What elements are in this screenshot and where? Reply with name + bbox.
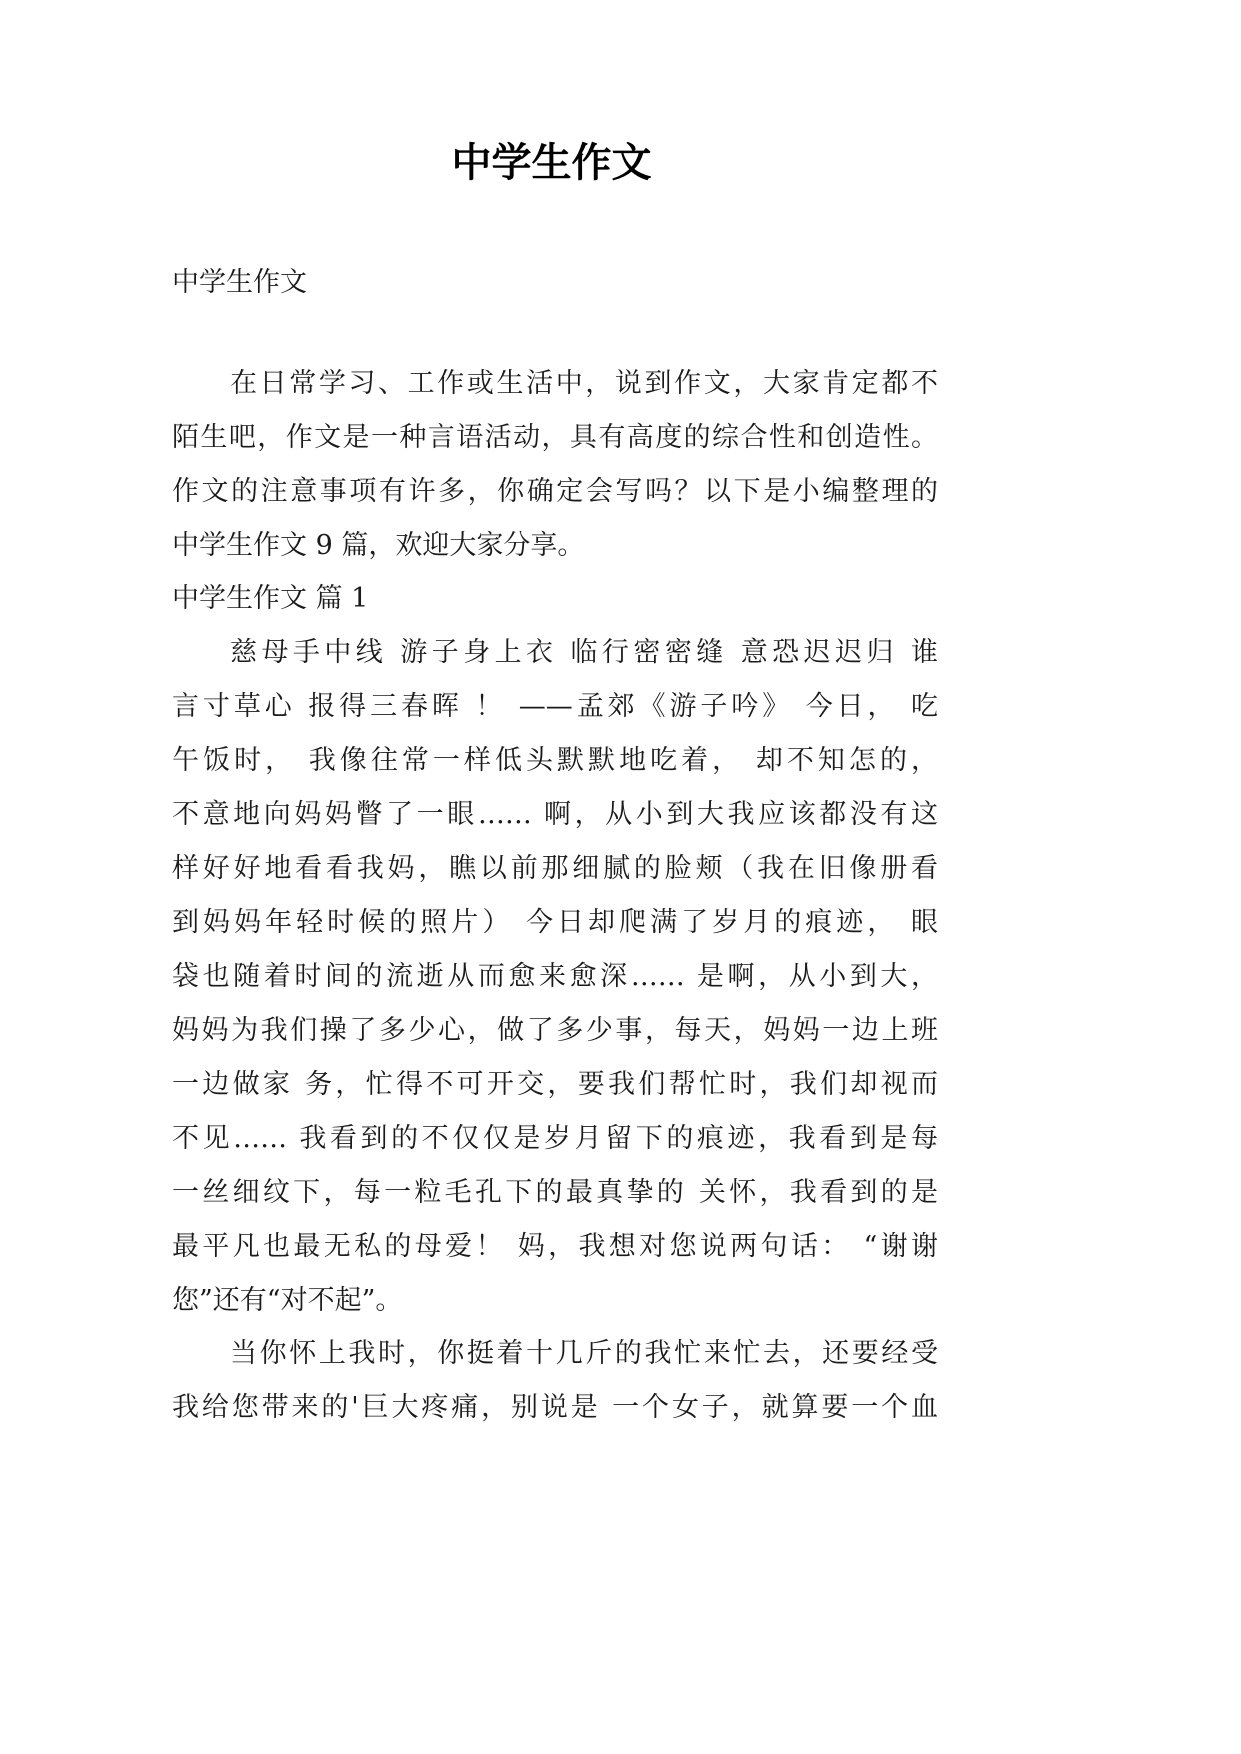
text-line: 不意地向妈妈瞥了一眼…… 啊，从小到大我应该都没有这: [172, 799, 938, 830]
paragraph-1: [172, 626, 938, 1328]
text-line: 一丝细纹下，每一粒毛孔下的最真挚的 关怀，我看到的是: [172, 1177, 938, 1208]
text-line: 到妈妈年轻时候的照片） 今日却爬满了岁月的痕迹， 眼: [172, 907, 938, 938]
paragraph-2: [172, 1327, 938, 1435]
text-line: 妈妈为我们操了多少心，做了多少事，每天，妈妈一边上班: [172, 1015, 938, 1046]
text-line: 最平凡也最无私的母爱！ 妈，我想对您说两句话： “谢谢: [172, 1231, 938, 1262]
section-heading-block: [172, 572, 938, 626]
text-line: 一边做家 务，忙得不可开交，要我们帮忙时，我们却视而: [172, 1069, 938, 1100]
text-line: 我给您带来的'巨大疼痛，别说是 一个女子，就算要一个血: [172, 1392, 938, 1423]
document-title: 中学生作文: [451, 139, 652, 186]
section-heading: 中学生作文 篇 1: [172, 583, 369, 614]
text-line: 陌生吧，作文是一种言语活动，具有高度的综合性和创造性。: [172, 422, 938, 453]
text-line: 午饭时， 我像往常一样低头默默地吃着， 却不知怎的，: [172, 745, 938, 776]
text-line: 样好好地看看我妈，瞧以前那细腻的脸颊（我在旧像册看: [172, 853, 938, 884]
text-line: 当你怀上我时，你挺着十几斤的我忙来忙去，还要经受: [230, 1338, 938, 1369]
text-line: 不见…… 我看到的不仅仅是岁月留下的痕迹，我看到是每: [172, 1123, 938, 1154]
document-subtitle: 中学生作文: [172, 267, 307, 298]
text-line: 中学生作文 9 篇，欢迎大家分享。: [172, 530, 585, 561]
text-line: 慈母手中线 游子身上衣 临行密密缝 意恐迟迟归 谁: [230, 637, 938, 668]
intro-paragraph: [172, 357, 938, 573]
text-line: 在日常学习、工作或生活中，说到作文，大家肯定都不: [230, 368, 938, 399]
text-line: 言寸草心 报得三春晖 ！ ——孟郊《游子吟》 今日， 吃: [172, 691, 938, 722]
text-line: 您”还有“对不起”。: [172, 1285, 403, 1316]
text-line: 袋也随着时间的流逝从而愈来愈深…… 是啊，从小到大，: [172, 961, 938, 992]
text-line: 作文的注意事项有许多，你确定会写吗？以下是小编整理的: [172, 476, 938, 507]
